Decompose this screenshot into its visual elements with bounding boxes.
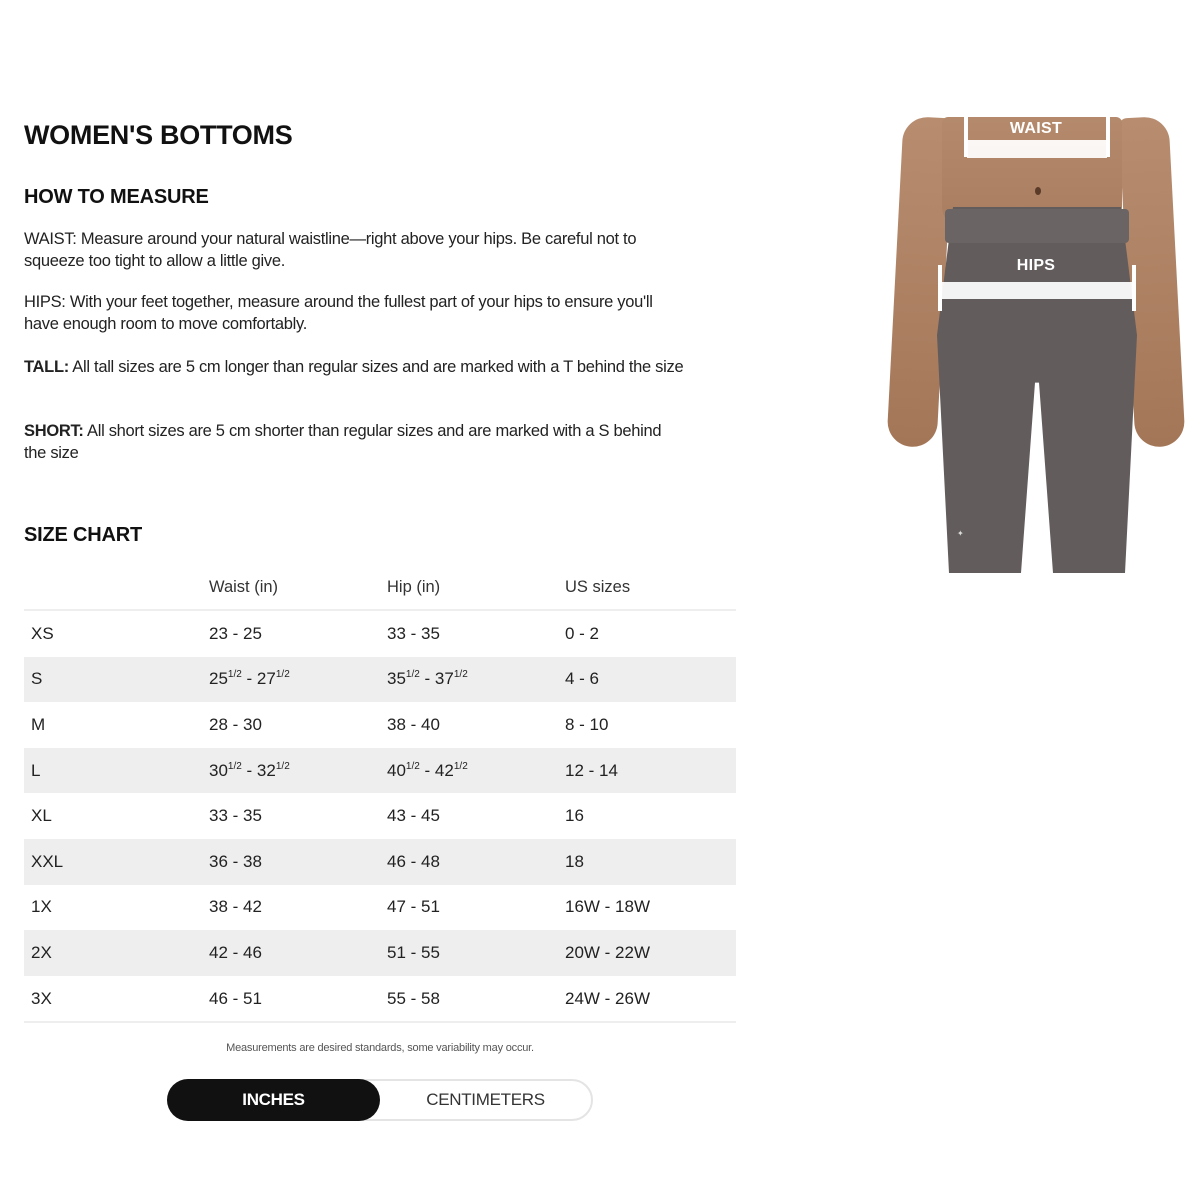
hip-cell: 38 - 40: [387, 714, 440, 734]
size-cell: 3X: [31, 988, 52, 1008]
waist-cell: 42 - 46: [209, 942, 262, 962]
hip-cell: 51 - 55: [387, 942, 440, 962]
table-bottom-divider: [24, 1021, 736, 1023]
waist-cell: 33 - 35: [209, 806, 262, 826]
table-header: [24, 565, 736, 611]
size-cell: L: [31, 760, 41, 780]
waist-instruction-text: Measure around your natural waistline—right above your hips. Be careful not to squeeze too tight to allow a little give.: [24, 230, 637, 270]
waist-measure-bar: [967, 140, 1107, 158]
short-instruction-text: All short sizes are 5 cm shorter than regular sizes and are marked with a S behind the size: [24, 422, 662, 462]
hip-cell: 46 - 48: [387, 851, 440, 871]
hips-instruction-text: With your feet together, measure around the fullest part of your hips to ensure you'll have enough room to move comfortably.: [24, 293, 653, 333]
brand-logo-icon: ✦: [957, 529, 964, 538]
waist-instruction: [24, 228, 684, 272]
size-cell: M: [31, 714, 46, 734]
short-instruction-label: SHORT:: [24, 422, 84, 440]
table-row: [24, 885, 736, 931]
tall-instruction-text: All tall sizes are 5 cm longer than regular sizes and are marked with a T behind the size: [68, 358, 684, 376]
hip-cell: 43 - 45: [387, 806, 440, 826]
us-size-cell: 20W - 22W: [565, 942, 651, 962]
waist-cell: 23 - 25: [209, 623, 262, 643]
size-cell: XXL: [31, 851, 64, 871]
us-size-cell: 8 - 10: [565, 714, 609, 734]
measurement-note: Measurements are desired standards, some variability may occur.: [226, 1042, 534, 1054]
us-size-cell: 16W - 18W: [565, 897, 651, 917]
inches-toggle-button[interactable]: INCHES: [167, 1079, 380, 1121]
waist-instruction-label: WAIST:: [24, 230, 77, 248]
hip-cell: 55 - 58: [387, 988, 440, 1008]
hips-instruction: [24, 291, 684, 335]
table-row: [24, 930, 736, 976]
us-size-cell: 24W - 26W: [565, 988, 651, 1008]
size-cell: 2X: [31, 942, 52, 962]
size-cell: XS: [31, 623, 54, 643]
how-to-measure-heading: HOW TO MEASURE: [24, 186, 209, 208]
tall-instruction-label: TALL:: [24, 358, 69, 376]
hip-cell: 33 - 35: [387, 623, 440, 643]
column-header-hip: Hip (in): [387, 577, 441, 596]
short-instruction: [24, 420, 684, 464]
leggings-waistband: [945, 209, 1129, 243]
table-body: [24, 611, 736, 1021]
waist-cell: $25^{1/2} - 27^{1/2}$: [209, 669, 290, 689]
waist-cell: 36 - 38: [209, 851, 262, 871]
table-row: [24, 748, 736, 794]
size-cell: XL: [31, 806, 52, 826]
size-chart-heading: SIZE CHART: [24, 524, 143, 546]
navel: [1035, 187, 1041, 195]
waist-figure-label: WAIST: [1009, 120, 1063, 137]
size-cell: S: [31, 669, 43, 689]
waist-cell: 46 - 51: [209, 988, 262, 1008]
us-size-cell: 0 - 2: [565, 623, 600, 643]
column-header-waist: Waist (in): [209, 577, 279, 596]
table-row: [24, 702, 736, 748]
table-row: [24, 793, 736, 839]
column-header-us-sizes: US sizes: [565, 577, 631, 596]
us-size-cell: 16: [565, 806, 584, 826]
centimeters-toggle-button[interactable]: CENTIMETERS: [426, 1090, 545, 1109]
hips-figure-label: HIPS: [1016, 257, 1056, 274]
us-size-cell: 4 - 6: [565, 669, 600, 689]
table-row: [24, 976, 736, 1022]
size-chart-table: [24, 565, 736, 1023]
unit-toggle[interactable]: [167, 1079, 593, 1121]
size-cell: 1X: [31, 897, 52, 917]
page-title: WOMEN'S BOTTOMS: [24, 120, 293, 150]
waist-cell: $30^{1/2} - 32^{1/2}$: [209, 760, 290, 780]
table-row: [24, 657, 736, 703]
hip-cell: $40^{1/2} - 42^{1/2}$: [387, 760, 468, 780]
tall-instruction: [24, 356, 684, 378]
table-row: [24, 839, 736, 885]
us-size-cell: 12 - 14: [565, 760, 618, 780]
waist-cell: 38 - 42: [209, 897, 262, 917]
measurement-figure-image: [887, 117, 1185, 573]
us-size-cell: 18: [565, 851, 584, 871]
table-row: [24, 611, 736, 657]
hip-cell: 47 - 51: [387, 897, 440, 917]
hip-cell: $35^{1/2} - 37^{1/2}$: [387, 669, 468, 689]
hips-instruction-label: HIPS:: [24, 293, 66, 311]
hips-measure-bar: [940, 282, 1135, 299]
waist-cell: 28 - 30: [209, 714, 262, 734]
